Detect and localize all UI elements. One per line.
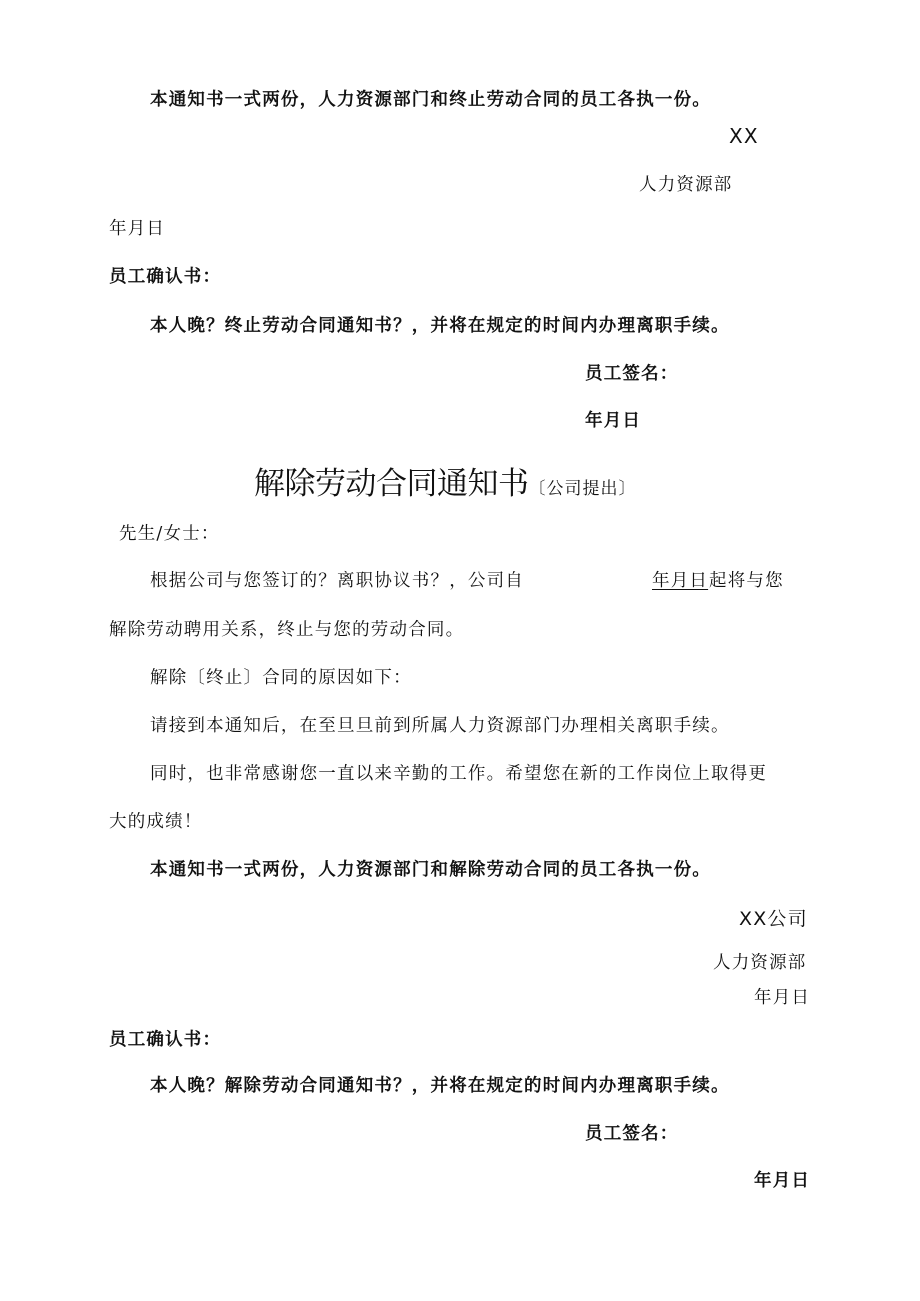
confirm-heading: 员工确认书： [109,267,222,287]
company-name-2: XX公司 [739,908,808,930]
copies-note-2: 本通知书一式两份，人力资源部门和解除劳动合同的员工各执一份。 [150,860,711,880]
copies-note: 本通知书一式两份，人力资源部门和终止劳动合同的员工各执一份。 [150,90,711,110]
confirm-text-2: 本人晚？解除劳动合同通知书？，并将在规定的时间内办理离职手续。 [150,1076,730,1096]
thanks-line-1: 同时，也非常感谢您一直以来辛勤的工作。希望您在新的工作岗位上取得更 [150,764,768,784]
title-subtitle: 〔公司提出〕 [528,479,637,499]
instruction-line: 请接到本通知后，在至旦旦前到所属人力资源部门办理相关离职手续。 [150,716,730,736]
department-name: 人力资源部 [639,175,733,195]
page-title [254,464,637,509]
salutation: 先生/女士： [119,524,220,544]
company-name: XX [729,124,759,148]
paragraph-1b: 起将与您 [709,571,784,591]
confirm-heading-2: 员工确认书： [109,1030,222,1050]
confirm-text: 本人晚？终止劳动合同通知书？，并将在规定的时间内办理离职手续。 [150,316,730,336]
signature-date-2: 年月日 [754,1171,811,1191]
paragraph-1c: 解除劳动聘用关系，终止与您的劳动合同。 [109,620,465,640]
department-name-2: 人力资源部 [713,953,807,973]
issue-date-2: 年月日 [754,988,811,1008]
signature-label: 员工签名： [585,364,679,384]
reason-line: 解除〔终止〕合同的原因如下： [150,668,412,688]
termination-date: 年月日 [652,571,709,591]
issue-date: 年月日 [109,219,166,239]
paragraph-1a: 根据公司与您签订的？离职协议书？，公司自 [150,571,524,591]
signature-date: 年月日 [585,411,642,431]
thanks-line-2: 大的成绩！ [109,812,203,832]
signature-label-2: 员工签名： [585,1124,679,1144]
title-text: 解除劳动合同通知书 [254,466,529,502]
